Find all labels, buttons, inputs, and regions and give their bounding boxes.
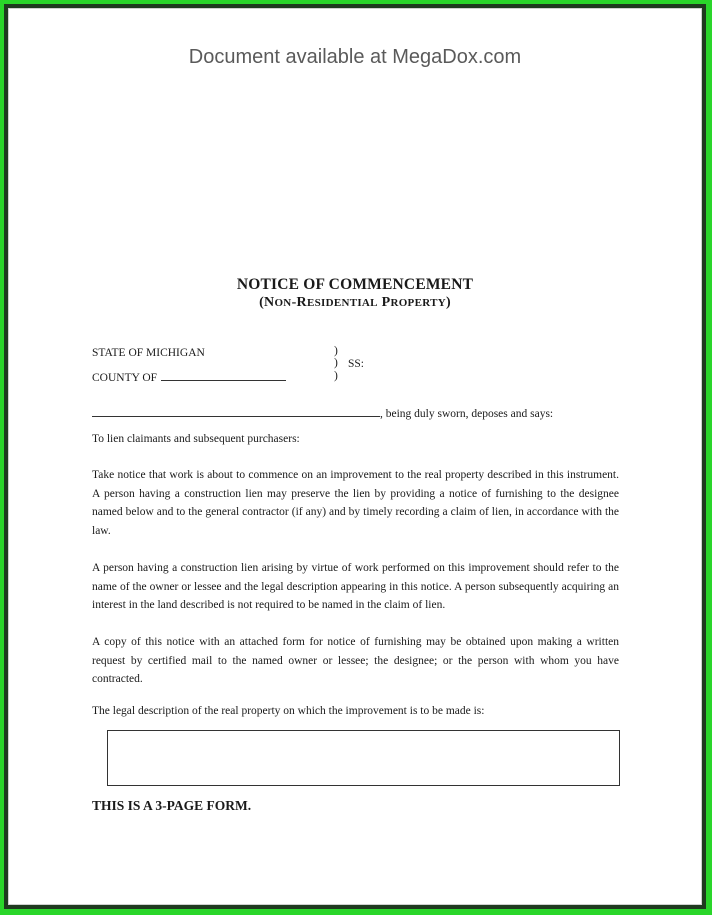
paragraph-copy-request: A copy of this notice with an attached form for notice of furnishing may be obtained upon making a written request by certified mail to the named owner or lessee; the designee; or the person with whom you have contracted. [92, 636, 619, 685]
document-subtitle: (NON-RESIDENTIAL PROPERTY) [259, 295, 451, 310]
bracket-paren: ) [334, 345, 338, 357]
ss-label: SS: [348, 358, 364, 370]
paragraph-notice: Take notice that work is about to commence on an improvement to the real property described in this instrument. A person having a construction lien may preserve the lien by providing a notice of furnishing to the designee named below and to the general contractor (if any) and by timely recording a claim of lien, in accordance with the law. [92, 469, 619, 537]
legal-description-box[interactable] [107, 730, 620, 786]
watermark-text: Document available at MegaDox.com [188, 46, 522, 68]
county-label: COUNTY OF [92, 372, 158, 384]
bracket-paren: ) [334, 370, 338, 382]
document-title: NOTICE OF COMMENCEMENT [236, 276, 474, 293]
affiant-name-blank[interactable] [92, 405, 380, 417]
bracket-paren: ) [334, 357, 338, 369]
legal-description-label: The legal description of the real property on which the improvement is to be made is: [92, 705, 485, 717]
affidavit-text: , being duly sworn, deposes and says: [380, 408, 554, 420]
document-page [8, 8, 702, 905]
county-row [92, 369, 286, 388]
addressee-line: To lien claimants and subsequent purchasers: [92, 433, 300, 445]
form-page-note: THIS IS A 3-PAGE FORM. [92, 798, 252, 813]
state-label: STATE OF MICHIGAN [92, 347, 205, 359]
county-blank[interactable] [161, 369, 286, 381]
affiant-row [92, 405, 553, 424]
paragraph-lien-claim: A person having a construction lien arising by virtue of work performed on this improvement should refer to the name of the owner or lessee and the legal description appearing in this notice. A person subsequently acquiring an interest in the land described is not required to be named in the claim of lien. [92, 562, 619, 611]
